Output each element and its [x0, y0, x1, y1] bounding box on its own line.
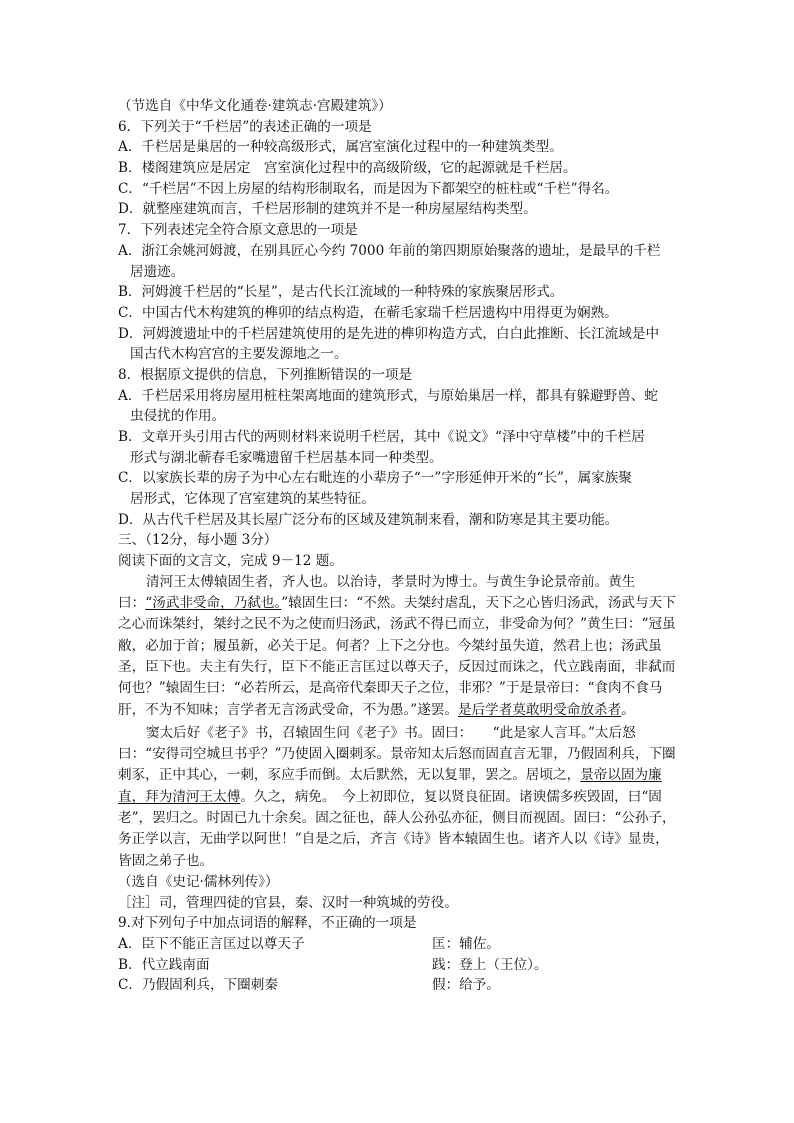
- q7-option-b: B．河姆渡千栏居的“长星”，是古代长江流域的一种特殊的家族聚居形式。: [118, 284, 564, 301]
- q7-option-d: D．河姆渡遗址中的千栏居建筑使用的是先进的榫卯构造方式，白白此推断、长江流域是中: [118, 325, 660, 342]
- underlined-sentence: 是后学者莫敢明受命放杀者: [458, 701, 622, 718]
- q8-option-a-cont: 虫侵扰的作用。: [130, 408, 226, 425]
- q7-option-a-cont: 居遗迹。: [130, 263, 185, 280]
- q9-option-c: [118, 975, 678, 996]
- q9-gloss: 匡：辅佐。: [432, 936, 500, 953]
- q9-option-a: [118, 934, 678, 955]
- exam-page: [118, 96, 678, 996]
- q9-option-b: [118, 955, 678, 976]
- passage-text: ”辕固生曰：“不然。夫桀纣虐乱，天下之心皆归汤武，汤武与天下之心而诛桀纣，桀纣之民不为之使而归汤武，汤武不得已而立，非受命为何？”黄生曰：“冠虽敝，必加于首；履虽新，必关于足。何者？上下之分也。今桀纣虽失道，然君上也；汤武虽圣，臣下也。夫主有失行，臣下不能正言匡过以尊天子，反因过而诛之，代立践南面，非弑而何也？”辕固生曰：“必若所云，是高帝代秦即天子之位，非邪？”于是景帝曰：“食肉不食马肝，不为不知味；言学者无言汤武受命，不为愚。”遂罢。: [118, 595, 676, 718]
- q6-option-d: D．就整座建筑而言，千栏居形制的建筑并不是一种房屋屋结构类型。: [118, 201, 537, 218]
- underlined-sentence: “汤武非受命，乃弑也。: [145, 595, 282, 612]
- question-8-stem: 8．根据原文提供的信息，下列推断错误的一项是: [118, 366, 413, 383]
- q8-option-d: D．从古代千栏居及其长屋广泛分布的区域及建筑制来看，潮和防寒是其主要功能。: [118, 511, 619, 528]
- q6-option-c: C．“千栏居”不因上房屋的结构形制取名，而是因为下都架空的桩柱或“千栏”得名。: [118, 180, 619, 197]
- q7-option-c: C．中国古代木构建筑的榫卯的结点构造，在蕲毛家瑞千栏居遗构中用得更为娴熟。: [118, 304, 618, 321]
- reading-instruction: 阅读下面的文言文，完成 9－12 题。: [118, 553, 343, 570]
- passage-text: 。: [621, 701, 635, 718]
- q8-option-c: C．以家族长辈的房子为中心左右毗连的小辈房子“一”字形延伸开米的“长”，属家族聚: [118, 470, 632, 487]
- q6-option-a: A．千栏居是巢居的一种较高级形式，属宫室演化过程中的一种建筑类型。: [118, 139, 563, 156]
- passage-paragraph-1: [118, 572, 678, 721]
- question-9-stem: 9.对下列句子中加点词语的解释，不正确的一项是: [118, 915, 417, 932]
- q9-sentence: C．乃假固利兵，下圈刺秦: [118, 977, 278, 994]
- question-7-stem: 7．下列表述完全符合原文意思的一项是: [118, 222, 358, 239]
- q8-option-c-cont: 居形式，它体现了宫室建筑的某些特征。: [130, 491, 375, 508]
- question-6-stem: 6．下列关于“千栏居”的表述正确的一项是: [118, 118, 372, 135]
- q8-option-b-cont: 形式与湖北蕲春毛家嘴遗留千栏居基本同一种类型。: [130, 449, 443, 466]
- section-heading: 三、（12分，每小题 3分）: [118, 532, 278, 549]
- q8-option-b: B．文章开头引用古代的两则材料来说明千栏居，其中《说文》“泽中守草楼”中的千栏居: [118, 429, 645, 445]
- underlined-sentence: 景帝以固为廉直，拜为清河王太傅: [118, 767, 662, 805]
- q7-option-d-cont: 国古代木构宫宫的主要发源地之一。: [130, 346, 348, 363]
- q9-sentence: B．代立践南面: [118, 956, 210, 973]
- passage-paragraph-2: [118, 723, 678, 872]
- q9-gloss: 践：登上（王位）。: [432, 956, 548, 973]
- q6-option-b: B．楼阁建筑应是居定 宫室演化过程中的高级阶级，它的起源就是千栏居。: [118, 160, 577, 177]
- source-citation: （节选自《中华文化通卷·建筑志·宫殿建筑》）: [118, 98, 392, 114]
- q9-sentence: A．臣下不能正言匡过以尊天子: [118, 936, 305, 953]
- passage-text: 窦太后好《老子》书，召辕固生问《老子》书。固曰： “此是家人言耳。”太后怒曰：“安得司空城旦书乎？”乃使固入圈刺豕。景帝知太后怒而固直言无罪，乃假固利兵，下圈刺豕，正中其心，一刺，豕应手而倒。太后默然，无以复罪，罢之。居顷之，: [118, 724, 676, 784]
- footnote: ［注］司，管理四徒的官县，秦、汉时一种筑城的劳役。: [118, 894, 458, 911]
- q7-option-a: A．浙江余姚河姆渡，在别具匠心今约 7000 年前的第四期原始聚落的遗址，是最早的千栏: [118, 242, 661, 259]
- passage-text: 清河王太傅辕固生者，齐人也。以治诗，孝景时为博士。与黄生争论景帝前。黄生曰：: [118, 573, 636, 612]
- q8-option-a: A．千栏居采用将房屋用桩柱架离地面的建筑形式，与原始巢居一样，都具有躲避野兽、蛇: [118, 387, 658, 404]
- q9-gloss: 假：给予。: [432, 977, 500, 994]
- passage-source: （选自《史记·儒林列传》）: [118, 873, 279, 890]
- passage-text: 。久之，病免。 今上初即位，复以贤良征固。诸谀儒多疾毁固，曰“固老”，罢归之。时固已九十余矣。固之征也，薛人公孙弘亦征，侧目而视固。固曰：“公孙子，务正学以言，无曲学以阿世！”自是之后，齐言《诗》皆本辕固生也。诸齐人以《诗》显贵，皆固之弟子也。: [118, 788, 676, 869]
